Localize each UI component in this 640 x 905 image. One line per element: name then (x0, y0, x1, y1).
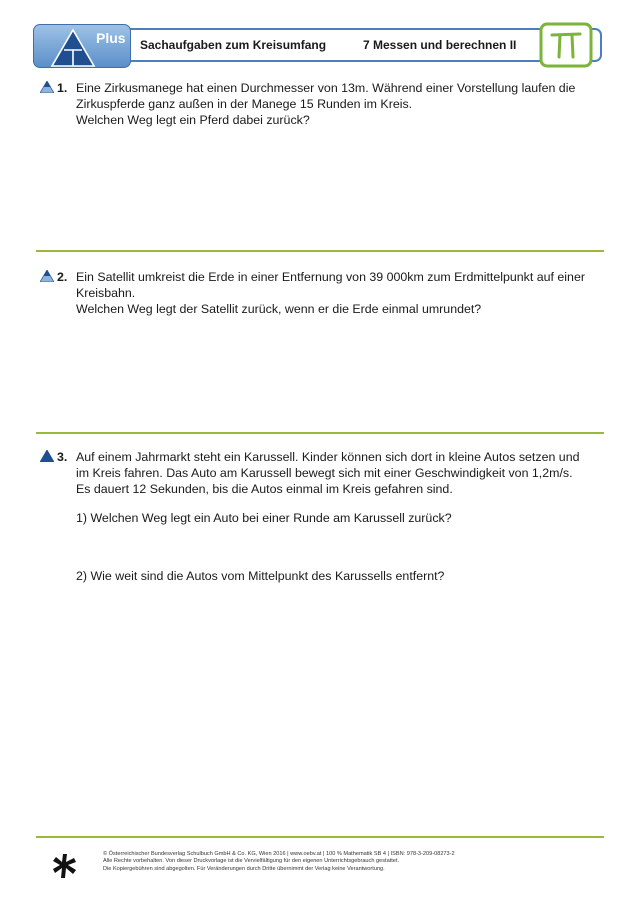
plus-logo (33, 24, 131, 68)
pyramid-logo-icon (50, 28, 96, 68)
task-line: Eine Zirkusmanege hat einen Durchmesser von 13m. Während einer Vorstellung laufen die (76, 81, 576, 95)
section-divider (36, 250, 604, 252)
task-line: Ein Satellit umkreist die Erde in einer Entfernung von 39 000km zum Erdmittelpunkt auf einer (76, 270, 585, 284)
task-line: Es dauert 12 Sekunden, bis die Autos einmal im Kreis gefahren sind. (76, 482, 453, 496)
subquestion-1: 1) Welchen Weg legt ein Auto bei einer Runde am Karussell zurück? (76, 511, 452, 525)
task-number: 1. (57, 81, 68, 95)
subquestion-2: 2) Wie weit sind die Autos vom Mittelpunkt des Karussells entfernt? (76, 569, 445, 583)
task-line: Auf einem Jahrmarkt steht ein Karussell. Kinder können sich dort in kleine Autos setzen und (76, 450, 580, 464)
footer-line: Alle Rechte vorbehalten. Von dieser Druckvorlage ist die Vervielfältigung für den eigenen Unterrichtsgebrauch gestattet. (103, 858, 400, 865)
task-line: im Kreis fahren. Das Auto am Karussell bewegt sich mit einer Geschwindigkeit von 1,2m/s. (76, 466, 573, 480)
chapter-title: 7 Messen und berechnen II (363, 38, 517, 52)
difficulty-pyramid-icon (40, 270, 54, 282)
task-line: Kreisbahn. (76, 286, 136, 300)
footer-copyright (103, 851, 573, 873)
task-number: 2. (57, 270, 68, 284)
level-two-badge-icon (538, 21, 594, 69)
task-text (76, 80, 606, 128)
publisher-star-logo-icon (52, 853, 78, 879)
logo-text: Plus (96, 30, 126, 46)
page-title: Sachaufgaben zum Kreisumfang (140, 38, 327, 52)
task-line: Zirkuspferde ganz außen in der Manege 15 Runden im Kreis. (76, 97, 413, 111)
task-text (76, 269, 606, 317)
task-text (76, 449, 606, 497)
footer-line: Die Kopiergebühren sind abgegolten. Für Veränderungen durch Dritte übernimmt der Verlag keine Verantwortung. (103, 865, 385, 872)
task-line: Welchen Weg legt der Satellit zurück, wenn er die Erde einmal umrundet? (76, 302, 482, 316)
difficulty-pyramid-icon (40, 450, 54, 462)
task-line: Welchen Weg legt ein Pferd dabei zurück? (76, 113, 310, 127)
footer-divider (36, 836, 604, 838)
footer-line: © Österreichischer Bundesverlag Schulbuch GmbH & Co. KG, Wien 2016 | www.oebv.at | 100 % Mathematik SB 4 | ISBN: 978-3-209-08273-2 (103, 851, 455, 857)
task-number: 3. (57, 450, 68, 464)
difficulty-pyramid-icon (40, 81, 54, 93)
section-divider (36, 432, 604, 434)
